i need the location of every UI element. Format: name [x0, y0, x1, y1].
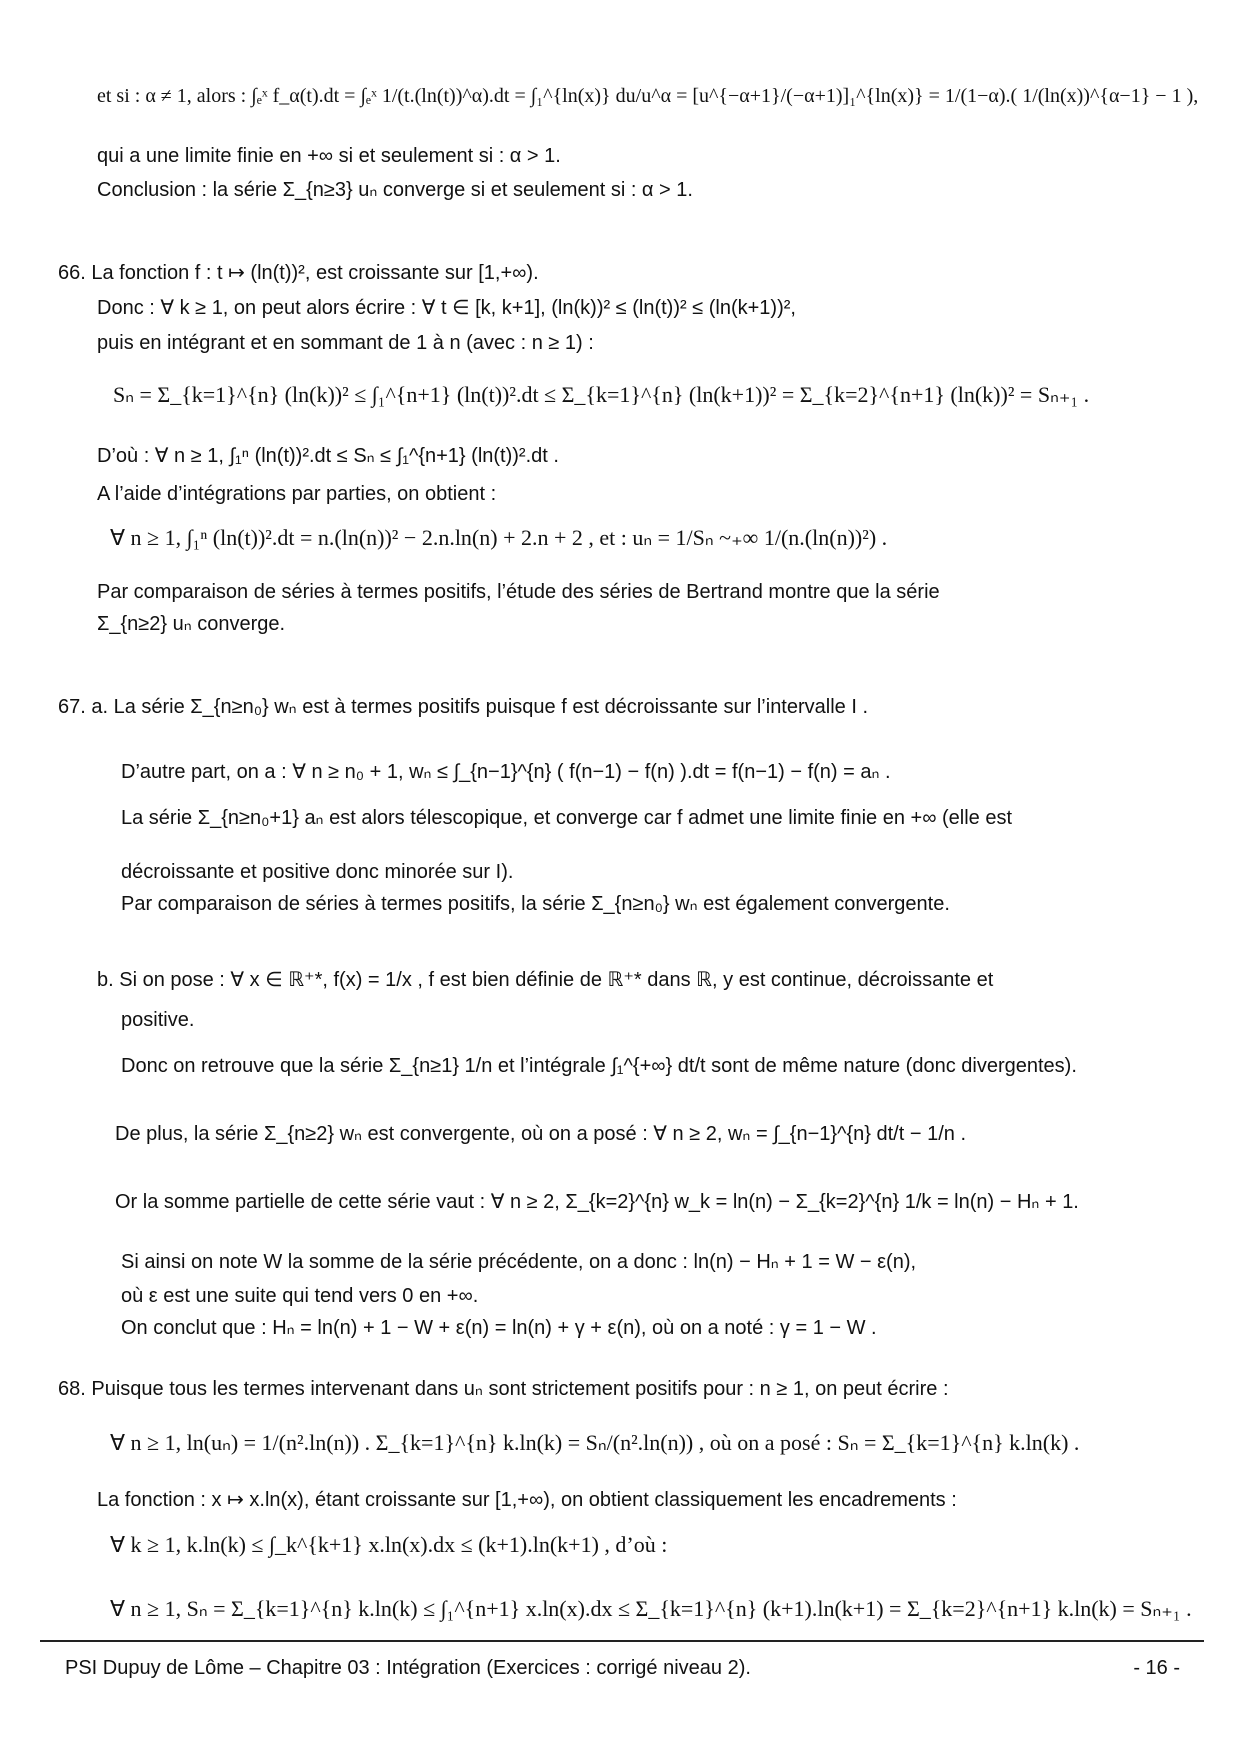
- page-footer: [65, 1657, 1180, 1680]
- text-line: Par comparaison de séries à termes positifs, la série Σ_{n≥n₀} wₙ est également convergente.: [121, 893, 950, 915]
- text-line: A l’aide d’intégrations par parties, on obtient :: [97, 483, 497, 505]
- text-line: Si ainsi on note W la somme de la série précédente, on a donc : ln(n) − Hₙ + 1 = W − ε(n),: [121, 1251, 917, 1273]
- exercise-68-heading: 68. Puisque tous les termes intervenant dans uₙ sont strictement positifs pour : n ≥ 1, on peut écrire :: [58, 1378, 949, 1400]
- page-number: - 16 -: [1133, 1657, 1180, 1679]
- text-line: D’où : ∀ n ≥ 1, ∫₁ⁿ (ln(t))².dt ≤ Sₙ ≤ ∫₁^{n+1} (ln(t))².dt .: [97, 445, 559, 467]
- text-line: Par comparaison de séries à termes positifs, l’étude des séries de Bertrand montre que la série: [97, 581, 940, 603]
- math-line: ∀ n ≥ 1, ∫₁ⁿ (ln(t))².dt = n.(ln(n))² − 2.n.ln(n) + 2.n + 2 , et : uₙ = 1/Sₙ ~₊∞ 1/(n.(ln(n))²) .: [110, 525, 888, 550]
- text-line: positive.: [121, 1009, 195, 1031]
- text-line: Σ_{n≥2} uₙ converge.: [97, 613, 286, 635]
- footer-title: PSI Dupuy de Lôme – Chapitre 03 : Intégration (Exercices : corrigé niveau 2).: [65, 1657, 751, 1679]
- text-line: et si : α ≠ 1, alors : ∫ₑˣ f_α(t).dt = ∫ₑˣ 1/(t.(ln(t))^α).dt = ∫₁^{ln(x)} du/u^α = [u^{−α+1}/(−α+1)]₁^{ln(x)} = 1/(1−α).( 1/(ln(x))^{α−1} − 1 ),: [97, 85, 1199, 107]
- text-line: Donc on retrouve que la série Σ_{n≥1} 1/n et l’intégrale ∫₁^{+∞} dt/t sont de même nature (donc divergentes).: [121, 1055, 1077, 1077]
- text-line: De plus, la série Σ_{n≥2} wₙ est convergente, où on a posé : ∀ n ≥ 2, wₙ = ∫_{n−1}^{n} dt/t − 1/n .: [115, 1123, 967, 1145]
- text-line: La série Σ_{n≥n₀+1} aₙ est alors télescopique, et converge car f admet une limite finie en +∞ (elle est: [121, 807, 1013, 829]
- text-line: décroissante et positive donc minorée sur I).: [121, 861, 514, 883]
- text-line: Conclusion : la série Σ_{n≥3} uₙ converge si et seulement si : α > 1.: [97, 179, 693, 201]
- exercise-66-heading: 66. La fonction f : t ↦ (ln(t))², est croissante sur [1,+∞).: [58, 262, 539, 284]
- text-line: Donc : ∀ k ≥ 1, on peut alors écrire : ∀ t ∈ [k, k+1], (ln(k))² ≤ (ln(t))² ≤ (ln(k+1))²,: [97, 297, 796, 319]
- text-line: b. Si on pose : ∀ x ∈ ℝ⁺*, f(x) = 1/x , f est bien définie de ℝ⁺* dans ℝ, y est continue, décroissante et: [97, 969, 994, 991]
- math-line: Sₙ = Σ_{k=1}^{n} (ln(k))² ≤ ∫₁^{n+1} (ln(t))².dt ≤ Σ_{k=1}^{n} (ln(k+1))² = Σ_{k=2}^{n+1} (ln(k))² = Sₙ₊₁ .: [113, 382, 1090, 407]
- footer-divider: [40, 1640, 1204, 1642]
- text-line: où ε est une suite qui tend vers 0 en +∞.: [121, 1285, 479, 1307]
- text-line: puis en intégrant et en sommant de 1 à n (avec : n ≥ 1) :: [97, 332, 594, 354]
- math-line: ∀ k ≥ 1, k.ln(k) ≤ ∫_k^{k+1} x.ln(x).dx ≤ (k+1).ln(k+1) , d’où :: [110, 1532, 668, 1557]
- math-line: ∀ n ≥ 1, ln(uₙ) = 1/(n².ln(n)) . Σ_{k=1}^{n} k.ln(k) = Sₙ/(n².ln(n)) , où on a posé : Sₙ = Σ_{k=1}^{n} k.ln(k) .: [110, 1430, 1080, 1455]
- text-line: On conclut que : Hₙ = ln(n) + 1 − W + ε(n) = ln(n) + γ + ε(n), où on a noté : γ = 1 − W .: [121, 1317, 877, 1339]
- text-line: D’autre part, on a : ∀ n ≥ n₀ + 1, wₙ ≤ ∫_{n−1}^{n} ( f(n−1) − f(n) ).dt = f(n−1) − f(n) = aₙ .: [121, 761, 891, 783]
- text-line: Or la somme partielle de cette série vaut : ∀ n ≥ 2, Σ_{k=2}^{n} w_k = ln(n) − Σ_{k=2}^{n} 1/k = ln(n) − Hₙ + 1.: [115, 1191, 1079, 1213]
- exercise-67-heading: 67. a. La série Σ_{n≥n₀} wₙ est à termes positifs puisque f est décroissante sur l’intervalle I .: [58, 696, 869, 718]
- math-line: ∀ n ≥ 1, Sₙ = Σ_{k=1}^{n} k.ln(k) ≤ ∫₁^{n+1} x.ln(x).dx ≤ Σ_{k=1}^{n} (k+1).ln(k+1) = Σ_{k=2}^{n+1} k.ln(k) = Sₙ₊₁ .: [110, 1596, 1192, 1621]
- text-line: La fonction : x ↦ x.ln(x), étant croissante sur [1,+∞), on obtient classiquement les encadrements :: [97, 1489, 957, 1511]
- text-line: qui a une limite finie en +∞ si et seulement si : α > 1.: [97, 145, 561, 167]
